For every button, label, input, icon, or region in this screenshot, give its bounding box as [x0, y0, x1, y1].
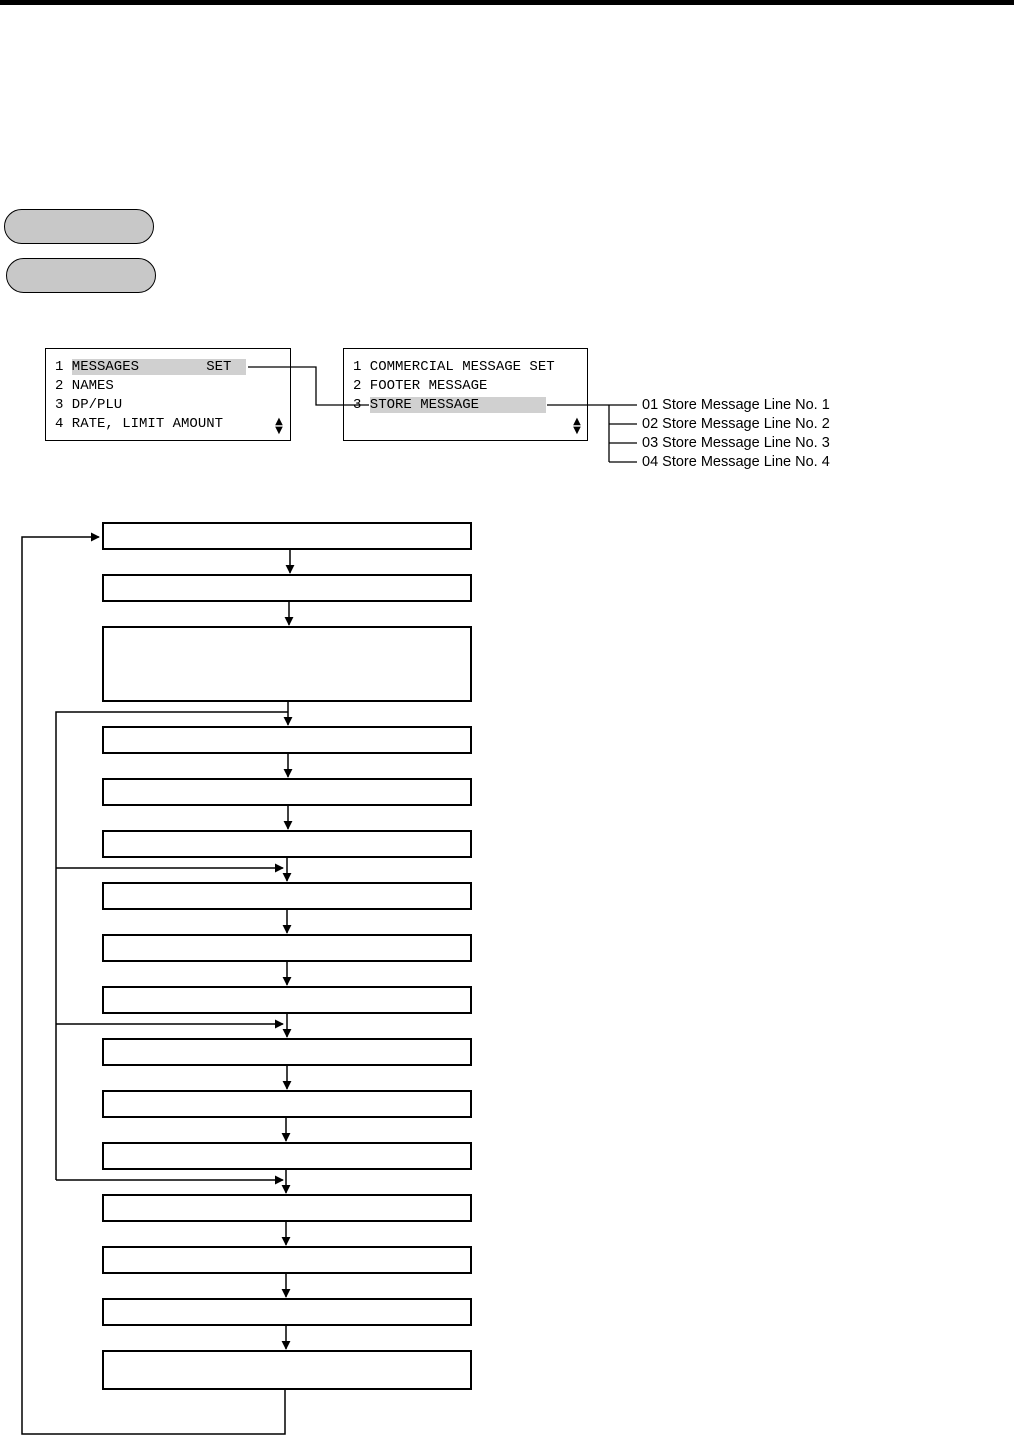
menu-1-item-rate-limit[interactable]: 4 RATE, LIMIT AMOUNT: [55, 416, 224, 432]
up-down-arrows-icon: ▲ ▼: [275, 416, 283, 436]
menu-1-item-names[interactable]: 2 NAMES: [55, 378, 114, 394]
menu-1-item-dp-plu[interactable]: 3 DP/PLU: [55, 397, 123, 413]
menu-connector: [248, 367, 369, 405]
menu-2-item-footer-message[interactable]: 2 FOOTER MESSAGE: [353, 378, 488, 394]
up-down-arrows-icon: ▲ ▼: [573, 416, 581, 436]
loop-back-arrow: [22, 537, 285, 1434]
store-message-line-4[interactable]: 04 Store Message Line No. 4: [642, 454, 830, 470]
menu-1-item-messages[interactable]: 1 MESSAGES SET: [55, 359, 232, 375]
menu-2-item-commercial-message[interactable]: 1 COMMERCIAL MESSAGE SET: [353, 359, 555, 375]
bypass-bus: [56, 712, 288, 1180]
store-message-line-1[interactable]: 01 Store Message Line No. 1: [642, 397, 830, 413]
store-message-line-3[interactable]: 03 Store Message Line No. 3: [642, 435, 830, 451]
store-message-line-2[interactable]: 02 Store Message Line No. 2: [642, 416, 830, 432]
menu-2-item-store-message[interactable]: 3 STORE MESSAGE: [353, 397, 480, 413]
